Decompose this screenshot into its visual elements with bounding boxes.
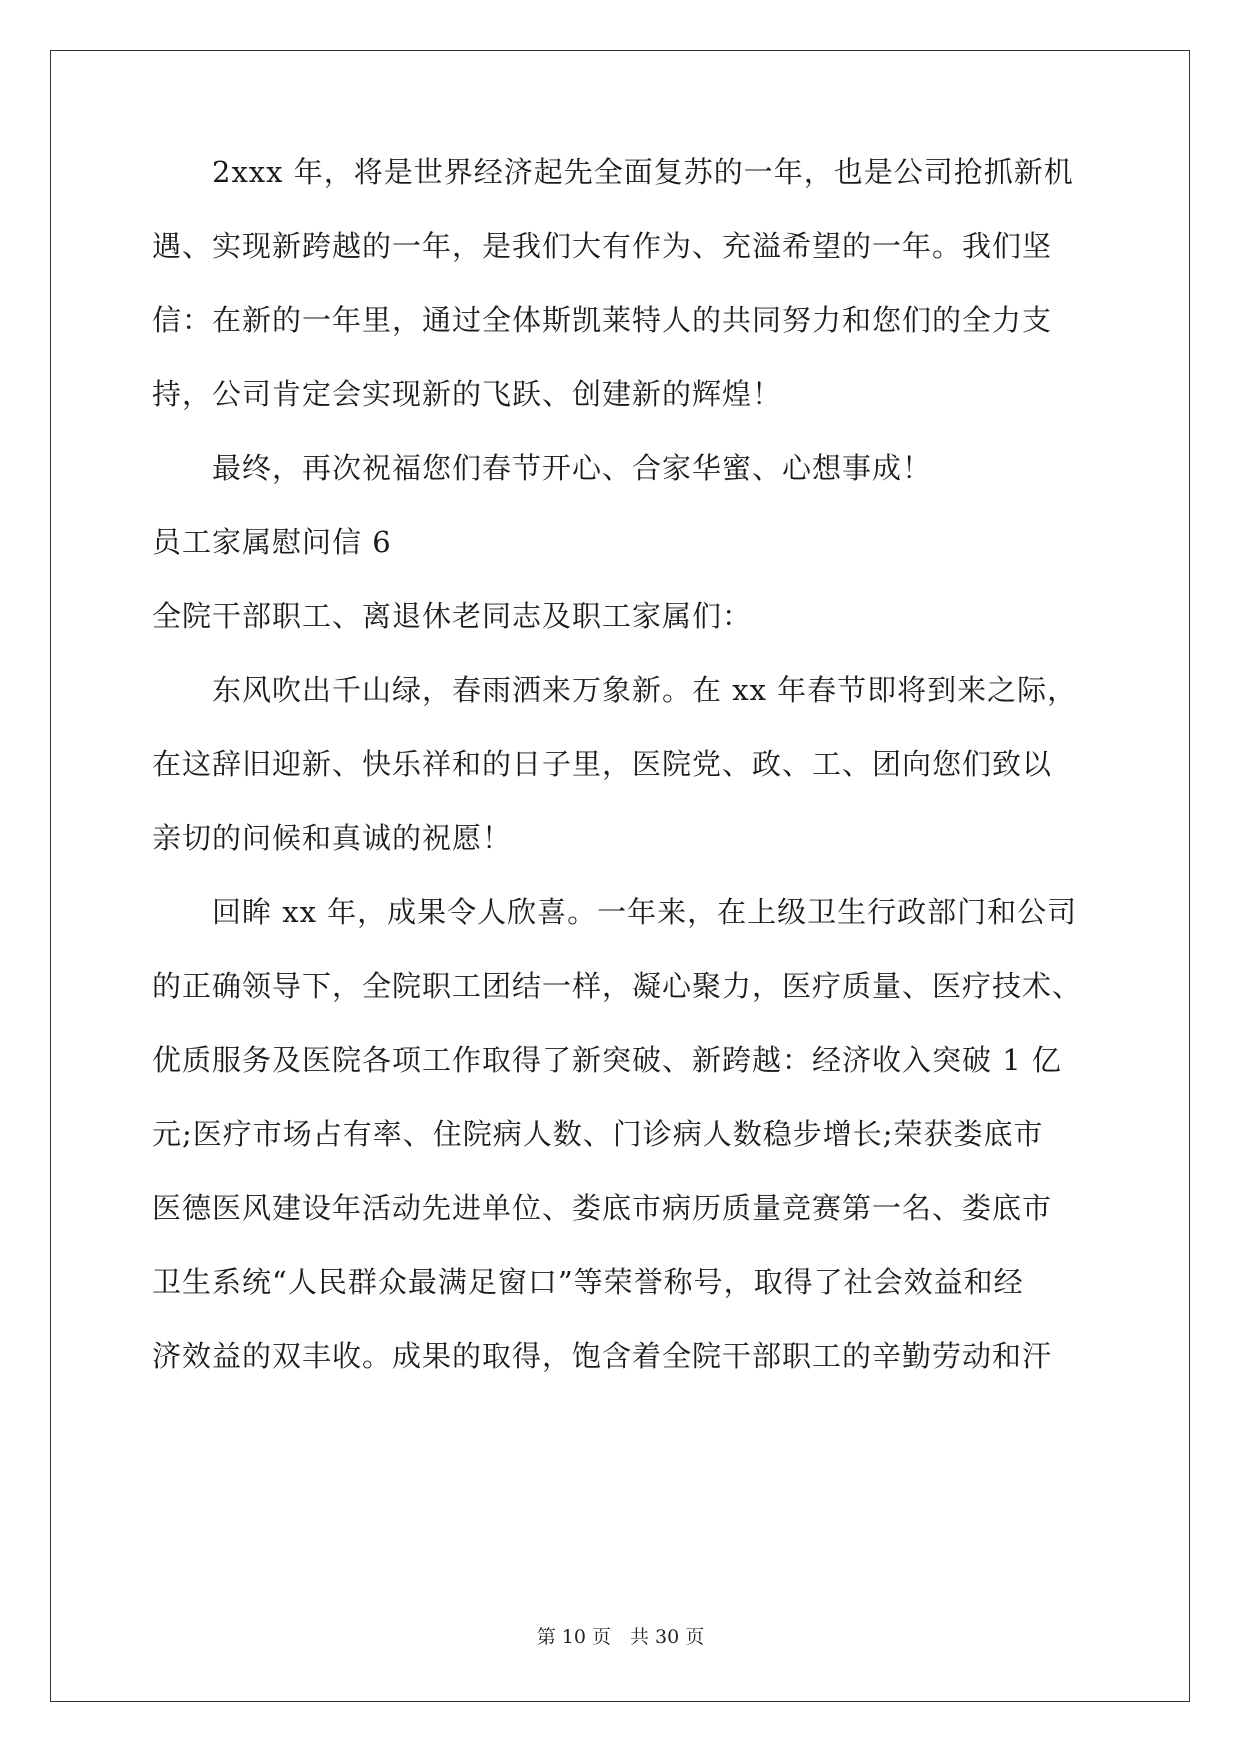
body-line-1: 2xxx 年，将是世界经济起先全面复苏的一年，也是公司抢抓新机 — [152, 155, 1074, 189]
body-line-16: 卫生系统“人民群众最满足窗口”等荣誉称号，取得了社会效益和经 — [152, 1265, 1024, 1299]
body-line-15: 医德医风建设年活动先进单位、娄底市病历质量竞赛第一名、娄底市 — [152, 1191, 1053, 1225]
salutation: 全院干部职工、离退休老同志及职工家属们： — [152, 599, 753, 633]
page-number-label: 第 10 页 共 30 页 — [536, 1626, 705, 1648]
body-line-5: 最终，再次祝福您们春节开心、合家华蜜、心想事成！ — [152, 451, 933, 485]
body-line-10: 亲切的问候和真诚的祝愿！ — [152, 821, 513, 855]
section-title: 员工家属慰问信 6 — [152, 525, 392, 559]
body-line-3: 信：在新的一年里，通过全体斯凯莱特人的共同努力和您们的全力支 — [152, 303, 1053, 337]
body-line-9: 在这辞旧迎新、快乐祥和的日子里，医院党、政、工、团向您们致以 — [152, 747, 1053, 781]
body-line-14: 元;医疗市场占有率、住院病人数、门诊病人数稳步增长;荣获娄底市 — [152, 1117, 1044, 1151]
page-footer — [0, 1622, 1241, 1649]
body-line-13: 优质服务及医院各项工作取得了新突破、新跨越：经济收入突破 1 亿 — [152, 1043, 1062, 1077]
body-line-17: 济效益的双丰收。成果的取得，饱含着全院干部职工的辛勤劳动和汗 — [152, 1339, 1053, 1373]
body-line-11: 回眸 xx 年，成果令人欣喜。一年来，在上级卫生行政部门和公司 — [152, 895, 1078, 929]
page-border — [50, 50, 1190, 1702]
body-line-4: 持，公司肯定会实现新的飞跃、创建新的辉煌！ — [152, 377, 783, 411]
body-line-12: 的正确领导下，全院职工团结一样，凝心聚力，医疗质量、医疗技术、 — [152, 969, 1083, 1003]
body-line-8: 东风吹出千山绿，春雨洒来万象新。在 xx 年春节即将到来之际， — [152, 673, 1078, 707]
body-line-2: 遇、实现新跨越的一年，是我们大有作为、充溢希望的一年。我们坚 — [152, 229, 1053, 263]
